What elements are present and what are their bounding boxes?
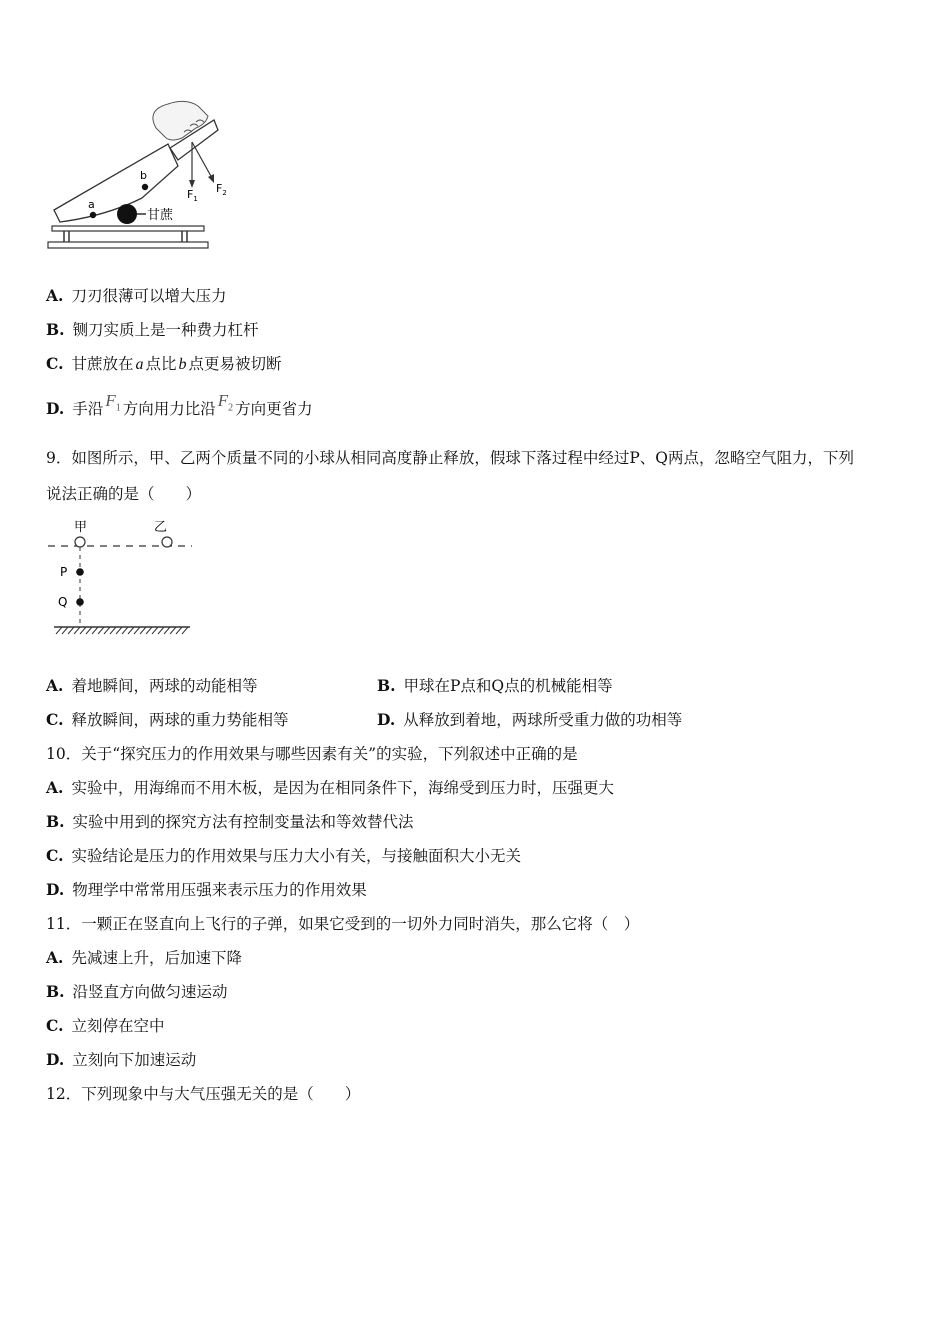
q11-option-c	[46, 1015, 164, 1037]
option-letter: A.	[46, 676, 64, 695]
option-letter: C.	[46, 846, 64, 865]
q12-stem: 12．下列现象中与大气压强无关的是（ ）	[46, 1085, 361, 1103]
option-text-pre: 手沿	[72, 400, 104, 418]
point-a	[90, 212, 96, 218]
q10-option-b	[46, 811, 414, 833]
option-letter: C.	[46, 1016, 64, 1035]
option-text: 铡刀实质上是一种费力杠杆	[72, 321, 259, 339]
q11-option-b	[46, 981, 228, 1003]
point-p	[76, 568, 84, 576]
sugarcane-label: 甘蔗	[147, 208, 174, 223]
q9-stem-line1: 9．如图所示，甲、乙两个质量不同的小球从相同高度静止释放，假球下落过程中经过P、Q两点，忽略空气阻力，下列	[46, 449, 855, 467]
option-letter: C.	[46, 710, 64, 729]
option-text-post: 点更易被切断	[188, 355, 282, 373]
option-text: 释放瞬间，两球的重力势能相等	[71, 711, 289, 729]
force-f1-label: $F_1$	[187, 188, 198, 203]
q10-option-a	[46, 777, 614, 799]
option-letter: B.	[46, 982, 65, 1001]
option-letter: A.	[46, 286, 64, 305]
option-letter: D.	[46, 399, 65, 418]
q9-option-d	[377, 709, 682, 731]
q8-option-c	[46, 353, 282, 376]
option-letter: D.	[46, 880, 65, 899]
var-b: b	[178, 356, 187, 373]
option-letter: B.	[377, 676, 396, 695]
q10-option-d	[46, 879, 367, 901]
q9-option-a	[46, 675, 257, 697]
q11-option-d	[46, 1049, 196, 1071]
cutter-base-stand	[48, 242, 208, 248]
ball-jia-label: 甲	[74, 520, 88, 535]
q10-stem: 10．关于“探究压力的作用效果与哪些因素有关”的实验，下列叙述中正确的是	[46, 745, 578, 763]
q10-option-c	[46, 845, 521, 867]
option-text-mid: 点比	[145, 355, 177, 373]
option-text-mid: 方向用力比沿	[122, 400, 216, 418]
ground-hatching	[56, 627, 188, 634]
f1-symbol: $F_1$	[105, 391, 121, 414]
point-q	[76, 598, 84, 606]
cutter-base-board	[52, 226, 204, 231]
point-b	[142, 184, 148, 190]
option-letter: D.	[377, 710, 396, 729]
option-letter: B.	[46, 320, 65, 339]
q11-option-a	[46, 947, 242, 969]
ball-yi-label: 乙	[154, 520, 168, 535]
option-letter: B.	[46, 812, 65, 831]
option-text: 着地瞬间，两球的动能相等	[71, 677, 258, 695]
option-letter: A.	[46, 948, 64, 967]
option-text: 沿竖直方向做匀速运动	[72, 983, 228, 1001]
option-letter: A.	[46, 778, 64, 797]
sugarcane	[117, 204, 137, 224]
option-text: 实验中，用海绵而不用木板，是因为在相同条件下，海绵受到压力时，压强更大	[71, 779, 614, 797]
q8-option-d	[46, 391, 313, 427]
option-letter: D.	[46, 1050, 65, 1069]
option-text-pre: 甘蔗放在	[71, 355, 134, 373]
force-f2-arrow	[192, 142, 212, 178]
falling-balls-figure	[46, 516, 196, 644]
option-text: 立刻向下加速运动	[72, 1051, 197, 1069]
ball-jia	[75, 537, 85, 547]
point-q-label: Q	[58, 595, 68, 609]
cutter-figure	[46, 98, 227, 252]
ball-yi	[162, 537, 172, 547]
f2-symbol: $F_2$	[217, 391, 234, 414]
q11-stem: 11．一颗正在竖直向上飞行的子弹，如果它受到的一切外力同时消失，那么它将（ ）	[46, 915, 640, 933]
q9-stem-line2: 说法正确的是（ ）	[46, 485, 202, 503]
point-p-label: P	[60, 565, 68, 579]
q8-option-b	[46, 319, 259, 341]
option-text: 实验中用到的探究方法有控制变量法和等效替代法	[72, 813, 414, 831]
point-a-label: a	[88, 198, 95, 211]
q8-option-a	[46, 285, 226, 307]
q9-option-c	[46, 709, 288, 731]
option-text: 从释放到着地，两球所受重力做的功相等	[403, 711, 683, 729]
option-text: 实验结论是压力的作用效果与压力大小有关，与接触面积大小无关	[71, 847, 521, 865]
force-f2-label: $F_2$	[216, 182, 227, 197]
option-text: 立刻停在空中	[71, 1017, 165, 1035]
option-letter: C.	[46, 354, 64, 373]
q9-option-b	[377, 675, 613, 697]
var-a: a	[135, 356, 144, 373]
option-text-post: 方向更省力	[235, 400, 313, 418]
option-text: 刀刃很薄可以增大压力	[71, 287, 227, 305]
option-text: 物理学中常常用压强来表示压力的作用效果	[72, 881, 367, 899]
option-text: 先减速上升，后加速下降	[71, 949, 242, 967]
option-text: 甲球在P点和Q点的机械能相等	[403, 677, 613, 695]
point-b-label: b	[140, 169, 147, 182]
